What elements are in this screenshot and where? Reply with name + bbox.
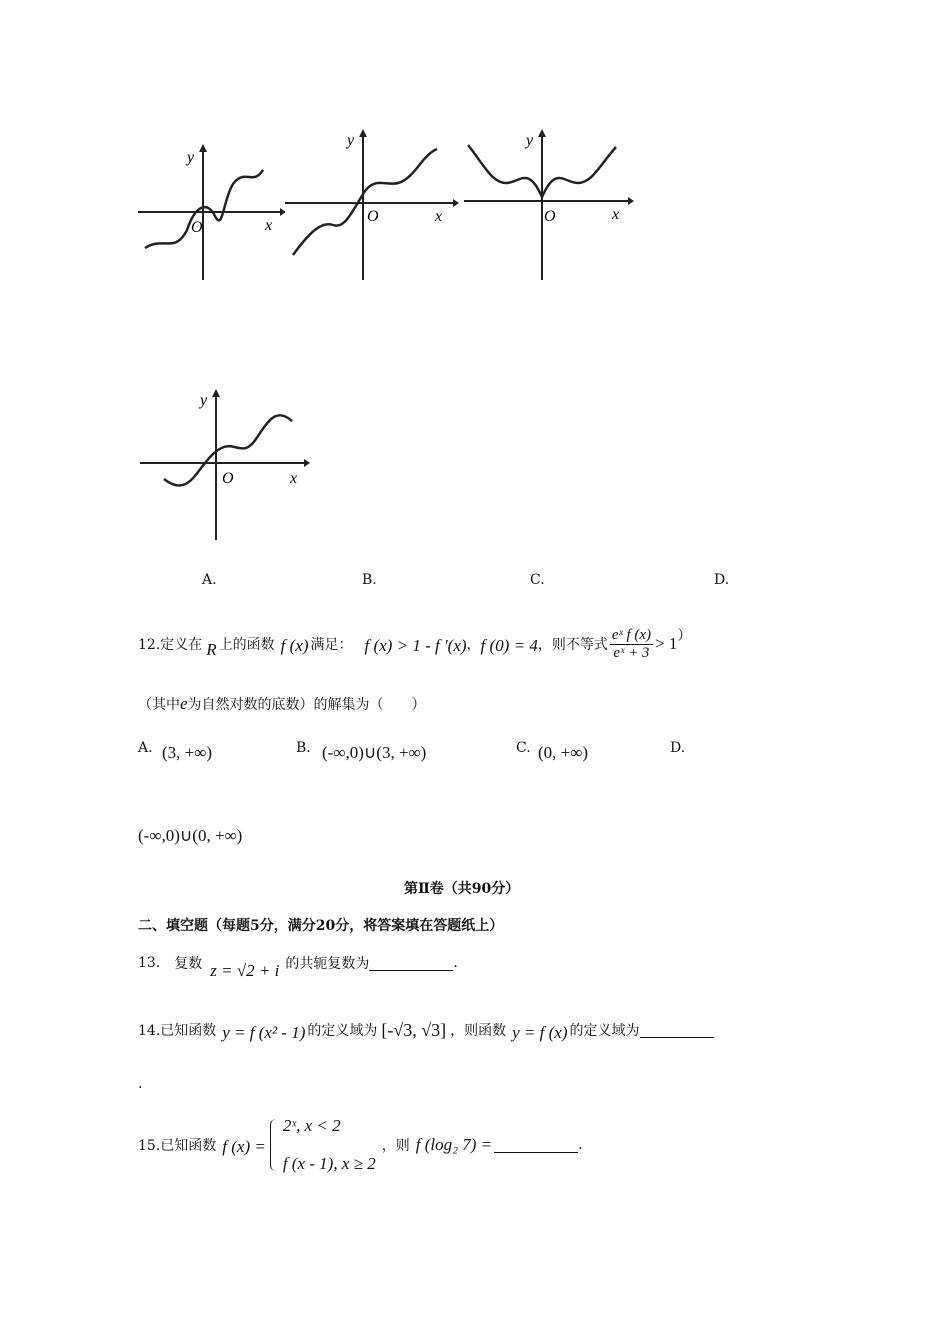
q12-option-b: (-∞,0)∪(3, +∞) xyxy=(322,743,427,762)
q13-text-b: 的共轭复数为 xyxy=(285,956,370,972)
graph-d-y-arrow xyxy=(212,389,220,397)
graph-c-origin-label: O xyxy=(544,208,556,225)
q12-option-b-label: B. xyxy=(296,740,311,756)
q12-ineq-denominator: eˣ + 3 xyxy=(613,644,650,661)
graph-b-y-arrow xyxy=(359,129,367,137)
graph-b-y-label: y xyxy=(347,132,355,149)
graph-c-x-arrow xyxy=(628,197,634,205)
q14-expr1: y = f (x² - 1) xyxy=(222,1023,306,1042)
q12-close-paren: ） xyxy=(677,628,692,644)
q14-end: . xyxy=(138,1076,143,1092)
q11-option-b: B. xyxy=(362,572,377,588)
q12-fx: f (x) xyxy=(280,636,309,655)
graph-c-y-arrow xyxy=(538,129,546,137)
q12-option-d: (-∞,0)∪(0, +∞) xyxy=(138,826,243,845)
graph-d xyxy=(138,385,318,545)
q12-stem-d: ，则不等式 xyxy=(537,637,608,653)
q15-end: . xyxy=(578,1137,583,1153)
q14-answer-blank[interactable] xyxy=(640,1023,714,1038)
q15-answer-blank[interactable] xyxy=(494,1138,578,1153)
q14-domain: [-√3, √3] xyxy=(381,1019,447,1040)
q14-line xyxy=(138,1012,714,1048)
q13-expression: z = √2 + i xyxy=(210,961,280,980)
graph-a-y-label: y xyxy=(187,149,195,166)
q15-cases xyxy=(283,1116,376,1174)
q12-cond1: f (x) > 1 - f ′(x) xyxy=(364,636,467,655)
q15-text-a: 15.已知函数 xyxy=(138,1138,217,1154)
graph-c xyxy=(462,125,637,285)
q12-option-d-label: D. xyxy=(670,740,686,756)
q12-line2 xyxy=(138,694,426,714)
q15-brace xyxy=(270,1119,279,1171)
graph-a-x-label: x xyxy=(265,217,273,234)
q14-text-c: ，则函数 xyxy=(450,1023,507,1039)
graph-b-x-arrow xyxy=(453,199,459,207)
q12-option-c-label: C. xyxy=(516,740,531,756)
q13-text-a: 复数 xyxy=(174,956,203,972)
q12-ineq-relation: > 1 xyxy=(655,634,678,653)
q12-set-r: R xyxy=(206,640,217,659)
q11-option-d: D. xyxy=(714,572,730,588)
q14-expr2: y = f (x) xyxy=(512,1023,568,1042)
q12-line1 xyxy=(138,620,691,668)
graph-d-x-label: x xyxy=(290,470,298,487)
q13-end: . xyxy=(453,955,458,971)
q12-stem-c: 满足： xyxy=(310,637,353,653)
q12-line2-b: 为自然对数的底数）的解集为（ ） xyxy=(187,697,426,713)
graph-a xyxy=(135,140,285,285)
q12-option-a: (3, +∞) xyxy=(162,743,213,762)
q14-text-d: 的定义域为 xyxy=(569,1023,640,1039)
q15-expression: f (log₂ 7) = xyxy=(415,1135,493,1154)
section-subtitle: 二、填空题（每题5分，满分20分，将答案填在答题纸上） xyxy=(138,918,504,934)
q14-text-a: 14.已知函数 xyxy=(138,1023,217,1039)
q12-ineq-numerator: eˣ f (x) xyxy=(611,626,652,643)
q12-stem-a: 12.定义在 xyxy=(138,637,203,653)
q15-case2: f (x - 1), x ≥ 2 xyxy=(282,1154,376,1173)
graph-d-origin-label: O xyxy=(222,470,234,487)
graph-a-y-arrow xyxy=(199,144,207,152)
q11-option-c: C. xyxy=(530,572,545,588)
q13-answer-blank[interactable] xyxy=(369,956,453,971)
q12-stem-b: 上的函数 xyxy=(218,637,275,653)
graph-d-y-label: y xyxy=(200,392,208,409)
section-title: 第Ⅱ卷（共90分） xyxy=(404,881,520,897)
graph-a-origin-label: O xyxy=(191,219,203,236)
q15-fx: f (x) = xyxy=(222,1137,266,1156)
q14-text-b: 的定义域为 xyxy=(307,1023,378,1039)
graph-d-x-arrow xyxy=(304,459,310,467)
q12-cond2: f (0) = 4 xyxy=(480,636,538,655)
q13-line xyxy=(138,948,458,978)
q15-line xyxy=(138,1114,583,1176)
graph-c-x-label: x xyxy=(612,206,620,223)
q12-line2-a: （其中 xyxy=(138,697,180,713)
q12-inequality-fraction xyxy=(610,627,653,662)
q15-text-b: ，则 xyxy=(381,1138,410,1154)
q12-comma: ， xyxy=(466,637,481,653)
q12-option-c: (0, +∞) xyxy=(538,743,589,762)
graph-b xyxy=(285,125,460,285)
q13-number: 13. xyxy=(138,955,161,971)
q12-e: e xyxy=(180,694,188,713)
q11-option-a: A. xyxy=(202,572,217,588)
q15-case1: 2ˣ, x < 2 xyxy=(282,1116,341,1135)
graph-c-y-label: y xyxy=(526,132,534,149)
graph-b-x-label: x xyxy=(435,208,443,225)
q12-option-a-label: A. xyxy=(138,740,153,756)
graph-b-origin-label: O xyxy=(367,208,379,225)
